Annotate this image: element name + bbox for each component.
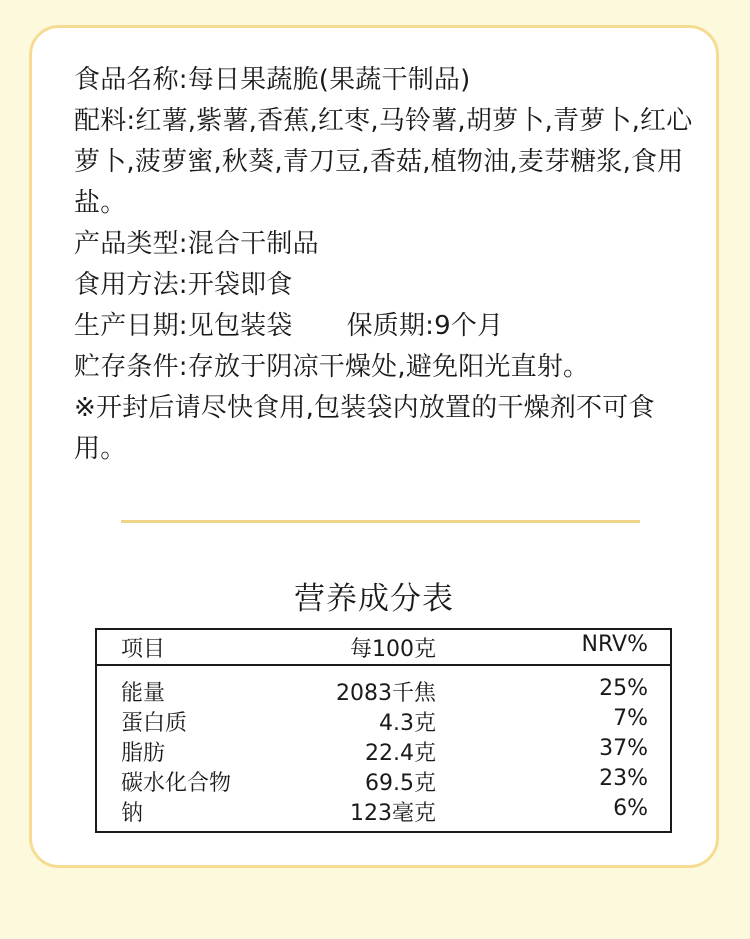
row-nrv: 25% xyxy=(599,676,648,701)
usage-line xyxy=(74,265,694,306)
nutrition-table xyxy=(95,628,672,833)
product-info xyxy=(74,60,694,470)
note-line: ※开封后请尽快食用,包装袋内放置的干燥剂不可食用。 xyxy=(74,393,655,464)
header-nrv: NRV% xyxy=(581,632,648,657)
ingredients-value: 红薯,紫薯,香蕉,红枣,马铃薯,胡萝卜,青萝卜,红心萝卜,菠萝蜜,秋葵,青刀豆,香菇,植物油,麦芽糖浆,食用盐。 xyxy=(74,106,693,218)
row-amount: 123毫克 xyxy=(350,801,436,826)
storage-line xyxy=(74,347,694,388)
section-divider xyxy=(121,520,640,523)
product-type-line xyxy=(74,224,694,265)
header-item: 项目 xyxy=(121,637,166,662)
table-row xyxy=(97,734,670,764)
row-nrv: 7% xyxy=(613,706,648,731)
table-row xyxy=(97,794,670,824)
table-header-row xyxy=(97,630,670,660)
storage-label: 贮存条件: xyxy=(74,352,188,382)
product-name-line xyxy=(74,60,694,101)
row-item: 脂肪 xyxy=(121,741,166,766)
product-info-card xyxy=(29,25,719,868)
product-name-label: 食品名称: xyxy=(74,65,188,95)
date-shelf-line xyxy=(74,306,694,347)
row-item: 钠 xyxy=(121,801,144,826)
row-item: 能量 xyxy=(121,681,166,706)
usage-value: 开袋即食 xyxy=(187,270,293,300)
row-item: 碳水化合物 xyxy=(121,771,232,796)
usage-label: 食用方法: xyxy=(74,270,188,300)
row-amount: 22.4克 xyxy=(365,741,436,766)
table-row xyxy=(97,764,670,794)
table-row xyxy=(97,704,670,734)
row-nrv: 37% xyxy=(599,736,648,761)
ingredients-line xyxy=(74,101,694,224)
ingredients-label: 配料: xyxy=(74,106,136,136)
shelf-life-value: 9个月 xyxy=(434,311,504,341)
row-amount: 69.5克 xyxy=(365,771,436,796)
storage-value: 存放于阴凉干燥处,避免阳光直射。 xyxy=(187,352,590,382)
shelf-life-label: 保质期: xyxy=(346,311,435,341)
row-amount: 2083千焦 xyxy=(336,681,436,706)
production-date-value: 见包装袋 xyxy=(187,311,293,341)
row-amount: 4.3克 xyxy=(379,711,436,736)
header-rule xyxy=(97,664,670,666)
product-name-value: 每日果蔬脆(果蔬干制品) xyxy=(187,65,471,95)
product-type-label: 产品类型: xyxy=(74,229,188,259)
product-type-value: 混合干制品 xyxy=(187,229,319,259)
nutrition-table-title: 营养成分表 xyxy=(294,581,454,617)
row-nrv: 6% xyxy=(613,796,648,821)
table-row xyxy=(97,674,670,704)
header-per-100g: 每100克 xyxy=(350,637,436,662)
production-date-label: 生产日期: xyxy=(74,311,188,341)
row-item: 蛋白质 xyxy=(121,711,188,736)
row-nrv: 23% xyxy=(599,766,648,791)
